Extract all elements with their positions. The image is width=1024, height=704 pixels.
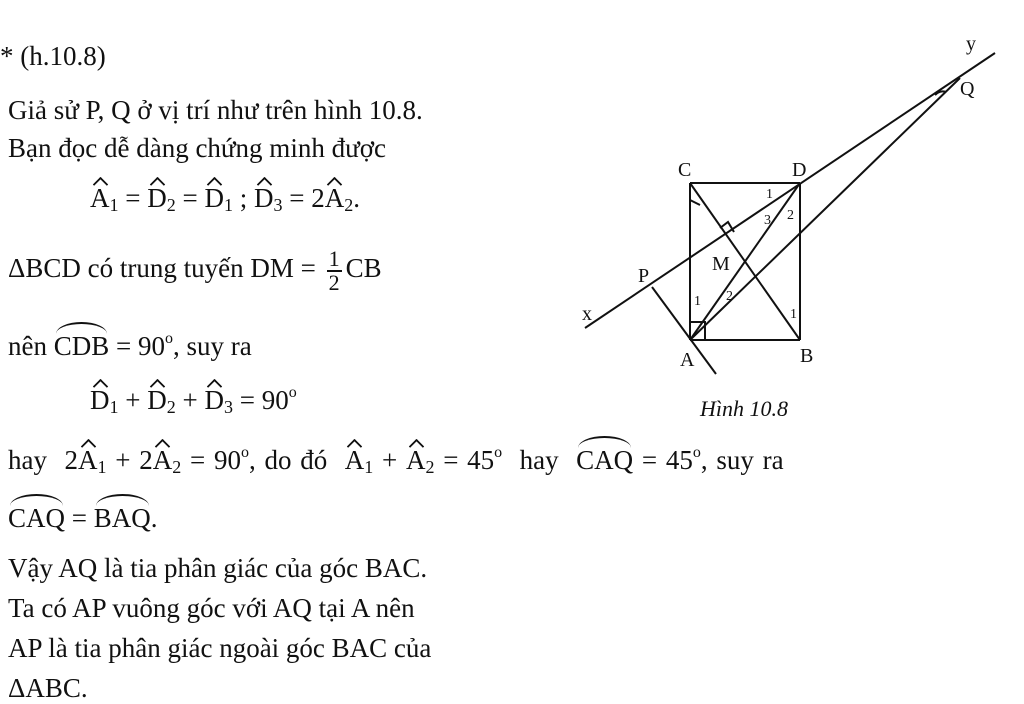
coef-2: 2 bbox=[311, 183, 325, 213]
mark-b1: 1 bbox=[790, 307, 797, 322]
label-m: M bbox=[712, 253, 730, 275]
caq-baq-equality: CAQ = BAQ. bbox=[8, 494, 158, 534]
text-nen: nên bbox=[8, 331, 47, 361]
conclusion-line-2: Ta có AP vuông góc với AQ tại A nên bbox=[8, 593, 415, 623]
median-lhs: DM = bbox=[250, 253, 316, 284]
label-y: y bbox=[966, 33, 976, 55]
label-b: B bbox=[800, 345, 814, 367]
angle-cdb-line: nên CDB = $90^o$, suy ra bbox=[8, 322, 252, 367]
label-a: A bbox=[680, 349, 695, 371]
value-90: = 90 bbox=[116, 331, 165, 361]
angle-d1: D bbox=[204, 176, 224, 214]
angle-d3: D bbox=[254, 176, 274, 214]
mark-d2: 2 bbox=[787, 208, 794, 223]
label-p: P bbox=[638, 265, 650, 287]
angle-cdb: CDB bbox=[54, 322, 110, 362]
label-d: D bbox=[792, 159, 807, 181]
angle-d2: D bbox=[147, 176, 167, 214]
mark-d3: 3 bbox=[764, 213, 771, 228]
figure-caption: Hình 10.8 bbox=[700, 396, 788, 421]
angle-sum-line: $D1 + D2 + D3 = 90^o$ bbox=[90, 378, 297, 421]
intro-line-2: Bạn đọc dễ dàng chứng minh được bbox=[8, 133, 386, 163]
section-header: * (h.10.8) bbox=[0, 41, 106, 71]
hay-line: hay $2A1 + 2A2 = 90^o$, do đó $A1 + A2 = 45^o$ hay CAQ = $45^o$, suy ra bbox=[8, 436, 784, 481]
angle-a1: A bbox=[90, 176, 110, 214]
median-text: ΔBCD có trung tuyến bbox=[8, 253, 244, 284]
conclusion-line-1: Vậy AQ là tia phân giác của góc BAC. bbox=[8, 553, 428, 583]
equation-angles: A1 = D2 = D1 ; D3 = 2A2. bbox=[90, 176, 360, 217]
label-c: C bbox=[678, 159, 692, 181]
mark-a2: 2 bbox=[726, 289, 733, 304]
mark-a1: 1 bbox=[694, 294, 701, 309]
median-rhs: CB bbox=[345, 253, 382, 284]
label-q: Q bbox=[960, 78, 975, 100]
angle-a2: A bbox=[325, 176, 345, 214]
mark-d1: 1 bbox=[766, 187, 773, 202]
label-x: x bbox=[582, 303, 592, 325]
fraction-half: $\frac{1}{2}$ bbox=[328, 246, 340, 295]
conclusion-line-3: AP là tia phân giác ngoài góc BAC của bbox=[8, 633, 432, 663]
conclusion-line-4: ΔABC. bbox=[8, 673, 88, 703]
text-suy-ra: , suy ra bbox=[173, 331, 252, 361]
intro-line-1: Giả sử P, Q ở vị trí như trên hình 10.8. bbox=[8, 95, 423, 125]
